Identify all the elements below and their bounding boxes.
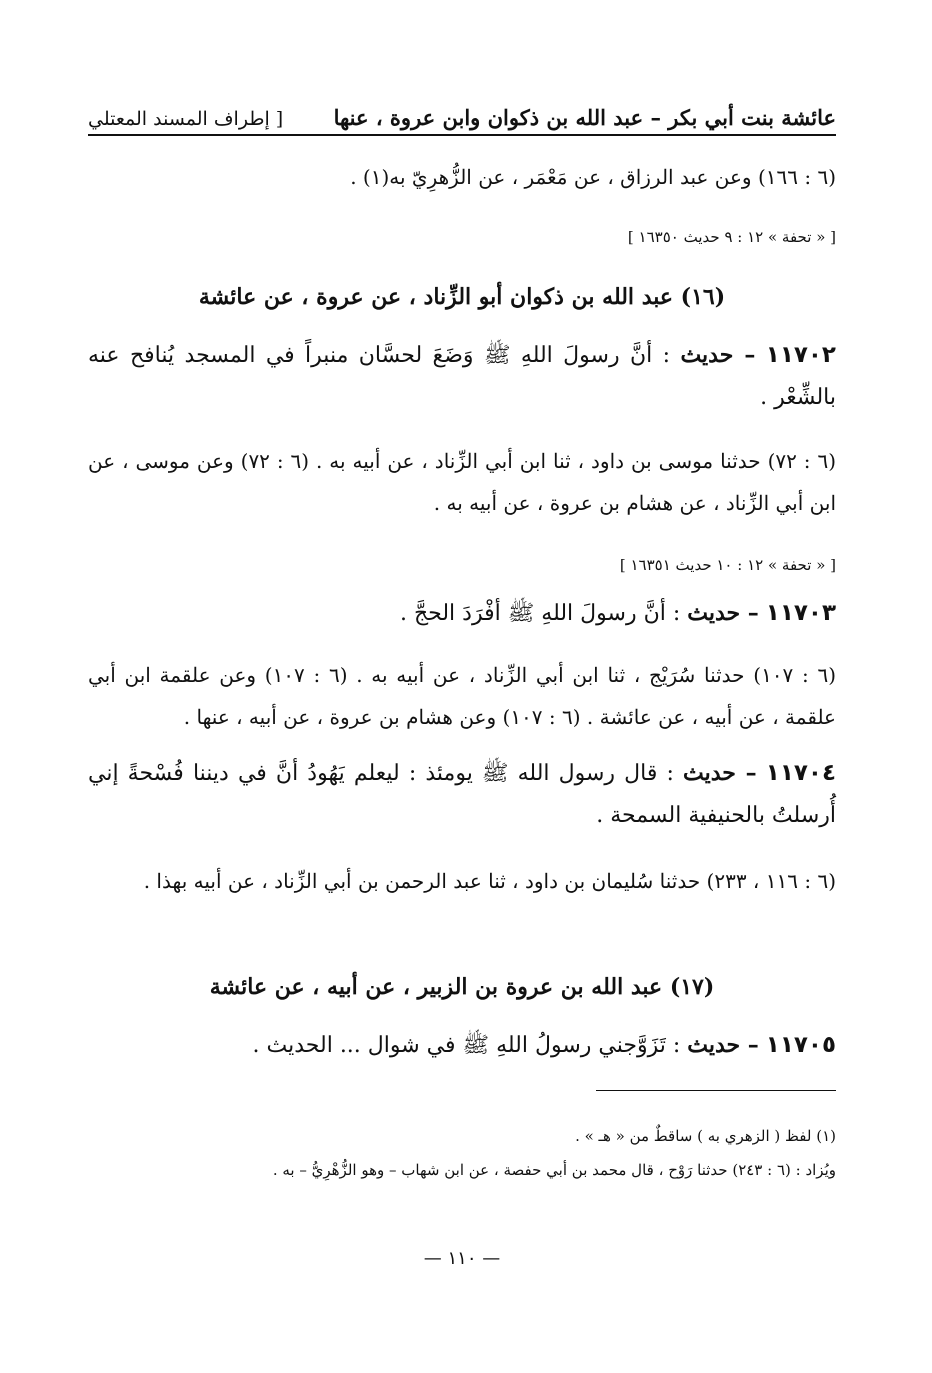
tuhfa-ref-16351: [ « تحفة » ١٢ : ١٠ حديث ١٦٣٥١ ] [619,556,836,574]
running-head-title: عائشة بنت أبي بكر – عبد الله بن ذكوان وابن عروة ، عنها [333,105,836,130]
footnote-divider [596,1090,836,1091]
hadith-number: ١١٧٠٤ [765,760,836,786]
hadith-text: : قال رسول الله ﷺ يومئذ : ليعلم يَهُودُ أنَّ في ديننا فُسْحةً إني أُرسلتُ بالحنيفية السمحة . [88,761,836,828]
hadith-11705 [88,1024,836,1067]
hadith-label: – حديث [683,760,757,786]
source-116: (٦ : ١١٦ ، ٢٣٣) حدثنا سُليمان بن داود ، ثنا عبد الرحمن بن أبي الزِّناد ، عن أبيه بهذا . [143,869,836,893]
hadith-text: : تَزَوَّجني رسولُ اللهِ ﷺ في شوال ... الحديث . [252,1033,681,1058]
hadith-text: : أنَّ رسولَ اللهِ ﷺ وَضَعَ لحسَّان منبراً في المسجد يُنافح عنه بالشِّعْر . [88,343,836,410]
section-heading-17: (١٧) عبد الله بن عروة بن الزبير ، عن أبيه ، عن عائشة [209,974,715,1000]
hadith-number: ١١٧٠٢ [765,342,836,368]
hadith-label: – حديث [680,342,756,368]
tuhfa-ref-16350: [ « تحفة » ١٢ : ٩ حديث ١٦٣٥٠ ] [627,228,836,246]
hadith-label: – حديث [687,1032,759,1058]
page [88,0,836,1373]
section-heading-16: (١٦) عبد الله بن ذكوان أبو الزِّناد ، عن عروة ، عن عائشة [198,284,726,310]
running-head-book: [ إطراف المسند المعتلي [88,108,284,130]
source-72: (٦ : ٧٢) حدثنا موسى بن داود ، ثنا ابن أبي الزِّناد ، عن أبيه به . (٦ : ٧٢) وعن موسى ، عن ابن أبي الزِّناد ، عن هشام بن عروة ، عن أبيه به . [88,449,837,515]
footnote-1: (١) لفظ ( الزهري به ) ساقطٌ من « هـ » . [575,1127,836,1145]
hadith-11703 [88,592,836,635]
footnote-2: ويُزاد : (٦ : ٢٤٣) حدثنا رَوْح ، قال محمد بن أبي حفصة ، عن ابن شهاب – وهو الزُّهْرِيُّ – به . [272,1161,836,1179]
source-107: (٦ : ١٠٧) حدثنا سُرَيْج ، ثنا ابن أبي الزِّناد ، عن أبيه به . (٦ : ١٠٧) وعن علقمة ابن أبي علقمة ، عن أبيه ، عن عائشة . (٦ : ١٠٧) وعن هشام بن عروة ، عن أبيه ، عنها . [88,663,837,729]
hadith-number: ١١٧٠٥ [765,1032,836,1058]
hadith-11704 [88,752,836,837]
source-166: (٦ : ١٦٦) وعن عبد الرزاق ، عن مَعْمَر ، عن الزُّهرِيّ به(١) . [350,165,836,189]
hadith-label: – حديث [687,600,759,626]
hadith-text: : أنَّ رسولَ اللهِ ﷺ أفْرَدَ الحجَّ . [399,601,681,626]
hadith-number: ١١٧٠٣ [765,600,836,626]
page-number: — ١١٠ — [423,1248,501,1269]
running-head [88,96,836,136]
hadith-11702 [88,334,836,419]
